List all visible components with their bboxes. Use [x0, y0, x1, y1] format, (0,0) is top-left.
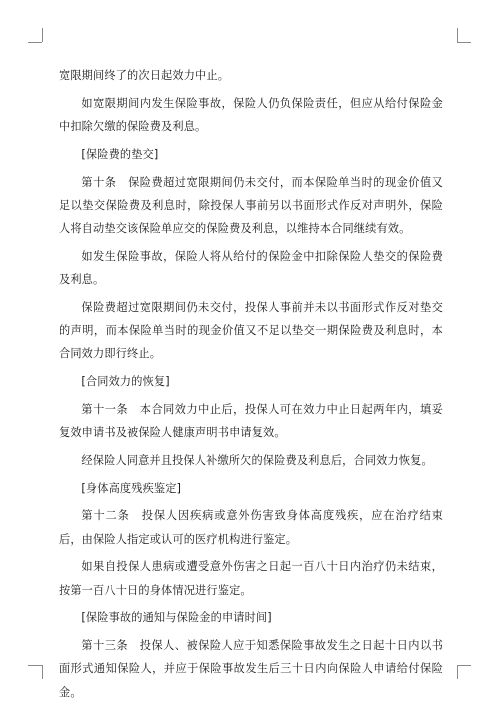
article-10: 第十条 保险费超过宽限期间仍未交付，而本保险单当时的现金价值又足以垫交保险费及利息时，除投保人事前另以书面形式作反对声明外，保险人将自动垫交该保险单应交的保险费及利息，以维持本合同继续有效。 — [59, 175, 443, 235]
paragraph-advance-deduction: 如发生保险事故，保险人将从给付的保险金中扣除保险人垫交的保险费及利息。 — [59, 249, 443, 286]
paragraph-grace-period-claim: 如宽限期间内发生保险事故，保险人仍负保险责任，但应从给付保险金中扣除欠缴的保险费及利息。 — [59, 96, 443, 133]
paragraph-contract-termination: 保险费超过宽限期间仍未交付，投保人事前并未以书面形式作反对垫交的声明，而本保险单当时的现金价值又不足以垫交一期保险费及利息时，本合同效力即行终止。 — [59, 300, 443, 361]
section-heading-premium-advance: [保险费的垫交] — [81, 147, 159, 161]
paragraph-reinstatement-approval: 经保险人同意并且投保人补缴所欠的保险费及利息后，合同效力恢复。 — [81, 453, 433, 467]
paragraph-continuation: 宽限期间终了的次日起效力中止。 — [59, 69, 230, 82]
section-heading-disability-assessment: [身体高度残疾鉴定] — [81, 481, 182, 495]
article-11: 第十一条 本合同效力中止后，投保人可在效力中止日起两年内，填妥复效申请书及被保险人健康声明书申请复效。 — [59, 402, 443, 439]
article-12: 第十二条 投保人因疾病或意外伤害致身体高度残疾，应在治疗结束后，由保险人指定或认可的医疗机构进行鉴定。 — [59, 509, 443, 546]
article-13: 第十三条 投保人、被保险人应于知悉保险事故发生之日起十日内以书面形式通知保险人，并应于保险事故发生后三十日内向保险人申请给付保险金。 — [59, 639, 443, 699]
section-heading-reinstatement: [合同效力的恢复] — [81, 375, 170, 388]
section-heading-notification-claim: [保险事故的通知与保险金的申请时间] — [81, 611, 272, 625]
document-body — [59, 64, 443, 708]
paragraph-180-day-assessment: 如果自投保人患病或遭受意外伤害之日起一百八十日内治疗仍未结束，按第一百八十日的身体情况进行鉴定。 — [59, 560, 443, 597]
